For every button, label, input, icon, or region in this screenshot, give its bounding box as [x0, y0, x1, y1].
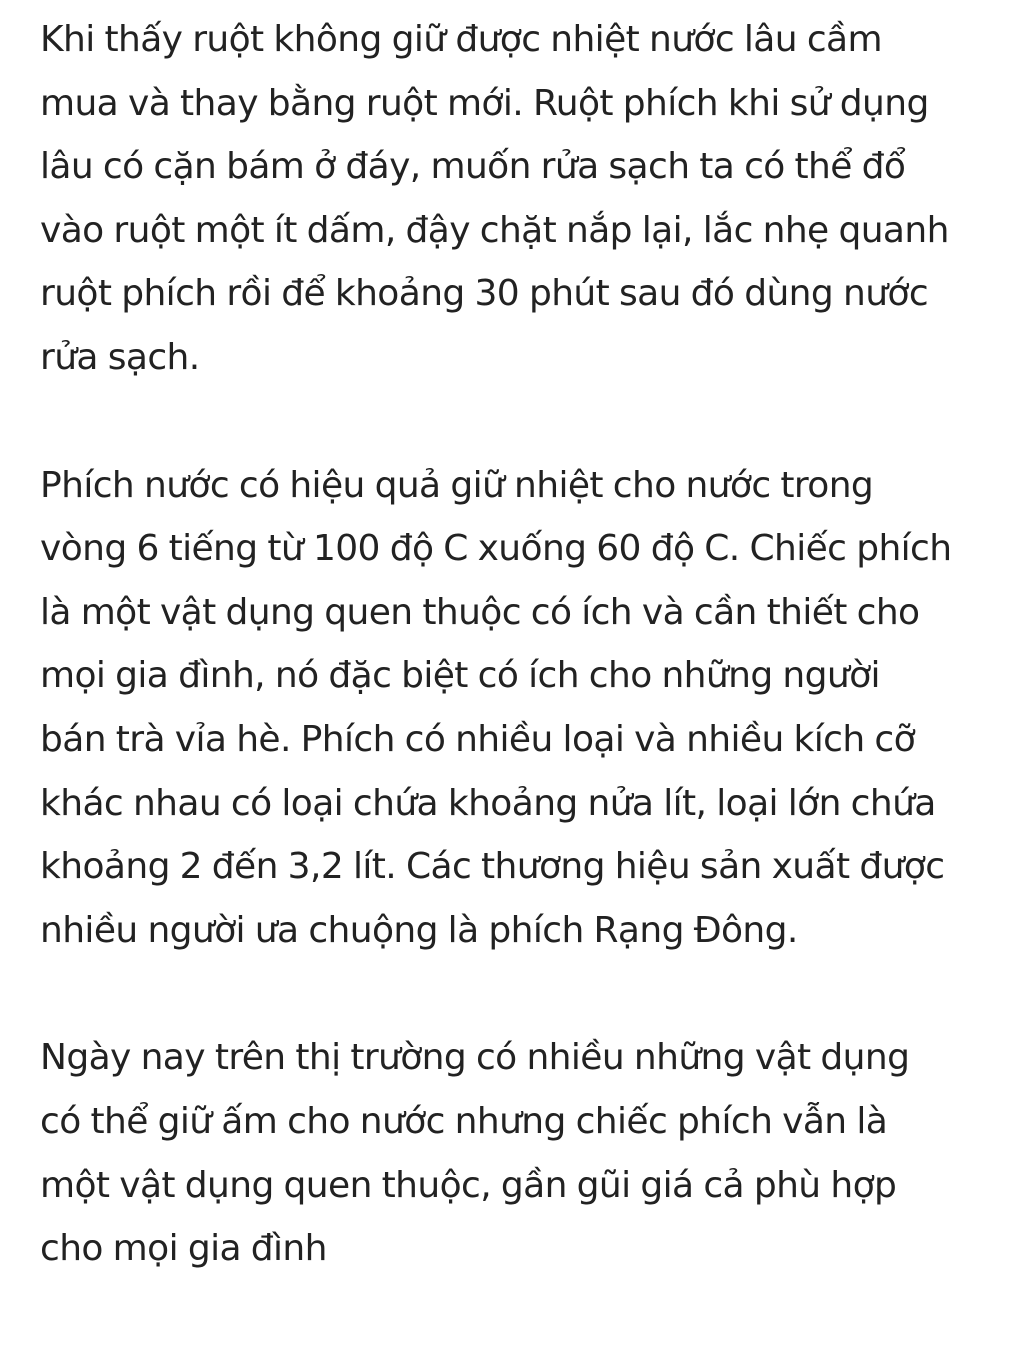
text-line: Ngày nay trên thị trường có nhiều những vật dụng	[40, 1037, 910, 1079]
text-line: vòng 6 tiếng từ 100 độ C xuống 60 độ C. Chiếc phích	[40, 528, 952, 570]
text-line: Phích nước có hiệu quả giữ nhiệt cho nước trong	[40, 464, 874, 506]
text-line: cho mọi gia đình	[40, 1228, 327, 1270]
text-line: có thể giữ ấm cho nước nhưng chiếc phích vẫn là	[40, 1100, 888, 1142]
text-line: mọi gia đình, nó đặc biệt có ích cho những người	[40, 655, 880, 697]
paragraph-2	[40, 454, 1000, 963]
text-line: ruột phích rồi để khoảng 30 phút sau đó dùng nước	[40, 273, 929, 315]
text-line: khoảng 2 đến 3,2 lít. Các thương hiệu sản xuất được	[40, 846, 945, 888]
paragraph-1	[40, 8, 1000, 390]
text-line: lâu có cặn bám ở đáy, muốn rửa sạch ta có thể đổ	[40, 146, 906, 188]
paragraph-3	[40, 1026, 1000, 1280]
text-line: bán trà vỉa hè. Phích có nhiều loại và nhiều kích cỡ	[40, 718, 916, 760]
text-line: nhiều người ưa chuộng là phích Rạng Đông.	[40, 909, 798, 951]
text-line: mua và thay bằng ruột mới. Ruột phích khi sử dụng	[40, 82, 929, 124]
text-line: là một vật dụng quen thuộc có ích và cần thiết cho	[40, 591, 920, 633]
text-line: khác nhau có loại chứa khoảng nửa lít, loại lớn chứa	[40, 782, 936, 824]
article-body	[40, 8, 1000, 1345]
text-line: một vật dụng quen thuộc, gần gũi giá cả phù hợp	[40, 1164, 897, 1206]
text-line: rửa sạch.	[40, 336, 200, 378]
text-line: Khi thấy ruột không giữ được nhiệt nước lâu cầm	[40, 19, 882, 60]
text-line: vào ruột một ít dấm, đậy chặt nắp lại, lắc nhẹ quanh	[40, 209, 949, 251]
